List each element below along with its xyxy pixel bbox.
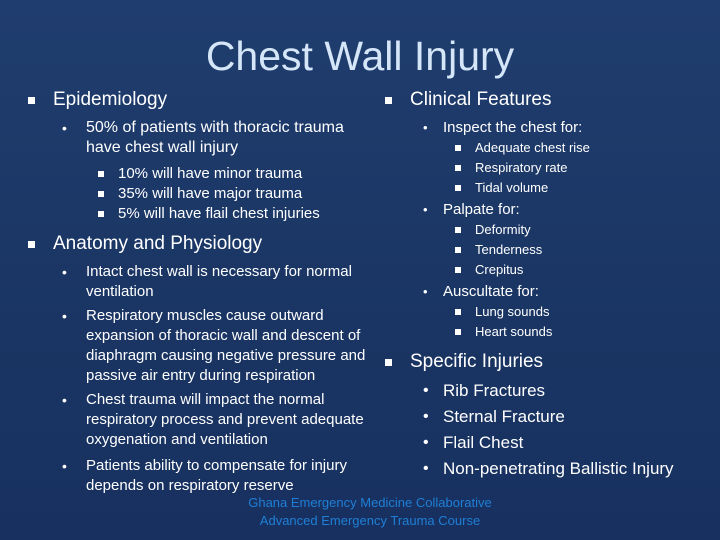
group-label-text: Palpate for: [443,201,520,218]
clinical-heading-text: Clinical Features [410,89,552,110]
group-label-text: Inspect the chest for: [443,119,583,136]
dot-bullet-icon: • [62,458,67,474]
square-bullet-icon [98,171,104,177]
group-label-text: Auscultate for: [443,283,539,300]
list-item [28,306,373,386]
square-bullet-icon [385,359,392,366]
list-item-text: Rib Fractures [443,381,546,400]
list-item-text: 5% will have flail chest injuries [118,205,320,222]
list-item [385,404,705,430]
list-item-text: Patients ability to compensate for injury depends on respiratory reserve [86,457,347,494]
epidemiology-point-text: 50% of patients with thoracic trauma have chest wall injury [86,119,344,156]
list-item-text: Intact chest wall is necessary for normal ventilation [86,263,352,300]
list-item [385,430,705,456]
dot-bullet-icon: • [423,284,428,299]
clinical-group-label [385,200,705,220]
list-item-text: Flail Chest [443,433,524,452]
square-bullet-icon [455,227,461,233]
list-item-text: Sternal Fracture [443,407,565,426]
list-item-text: Respiratory muscles cause outward expansion of thoracic wall and descent of diaphragm causing negative pressure and passive air entry during respiration [86,307,366,384]
list-item [385,138,705,158]
anatomy-heading-text: Anatomy and Physiology [53,233,263,254]
list-item-text: Adequate chest rise [475,140,590,155]
clinical-group-label [385,282,705,302]
dot-bullet-icon: • [423,120,428,135]
square-bullet-icon [385,97,392,104]
dot-bullet-icon: • [423,202,428,217]
list-item [28,456,373,496]
left-column [28,88,378,496]
slide-title: Chest Wall Injury [205,33,515,79]
list-item-text: Lung sounds [475,304,550,319]
square-bullet-icon [455,185,461,191]
square-bullet-icon [455,165,461,171]
epidemiology-heading-text: Epidemiology [53,89,168,110]
list-item-text: Crepitus [475,262,524,277]
list-item [28,164,378,184]
dot-bullet-icon: • [62,308,67,324]
square-bullet-icon [28,241,35,248]
list-item-text: Respiratory rate [475,160,568,175]
specific-heading-text: Specific Injuries [410,351,544,372]
list-item [385,260,705,280]
list-item [28,262,373,302]
epidemiology-heading [28,88,378,112]
square-bullet-icon [455,267,461,273]
list-item [385,302,705,322]
list-item-text: Tenderness [475,242,543,257]
footer-line-2: Advanced Emergency Trauma Course [259,513,481,528]
list-item [385,220,705,240]
list-item-text: Chest trauma will impact the normal respiratory process and prevent adequate oxygenation and ventilation [86,391,364,448]
list-item-text: 35% will have major trauma [118,185,303,202]
list-item [385,322,705,342]
dot-bullet-icon: • [62,264,67,280]
dot-bullet-icon: • [423,382,429,399]
dot-bullet-icon: • [423,434,429,451]
anatomy-heading [28,232,378,256]
list-item [385,378,705,404]
list-item [385,240,705,260]
square-bullet-icon [455,247,461,253]
list-item-text: Heart sounds [475,324,553,339]
list-item [385,158,705,178]
list-item [385,178,705,198]
square-bullet-icon [455,329,461,335]
clinical-group-label [385,118,705,138]
anatomy-points [28,262,373,496]
epidemiology-point [28,118,351,158]
square-bullet-icon [98,211,104,217]
square-bullet-icon [98,191,104,197]
right-column [385,88,705,482]
dot-bullet-icon: • [62,392,67,408]
square-bullet-icon [455,145,461,151]
square-bullet-icon [455,309,461,315]
list-item [28,390,373,450]
footer [0,494,720,530]
list-item-text: Deformity [475,222,531,237]
dot-bullet-icon: • [62,120,67,136]
list-item [385,456,705,482]
specific-items [385,378,705,482]
list-item [28,204,378,224]
clinical-heading [385,88,705,112]
specific-heading [385,350,705,374]
list-item [28,184,378,204]
list-item-text: 10% will have minor trauma [118,165,303,182]
square-bullet-icon [28,97,35,104]
list-item-text: Non-penetrating Ballistic Injury [443,459,674,478]
dot-bullet-icon: • [423,460,429,477]
epidemiology-subpoints [28,164,378,224]
footer-line-1: Ghana Emergency Medicine Collaborative [248,495,492,510]
dot-bullet-icon: • [423,408,429,425]
list-item-text: Tidal volume [475,180,549,195]
